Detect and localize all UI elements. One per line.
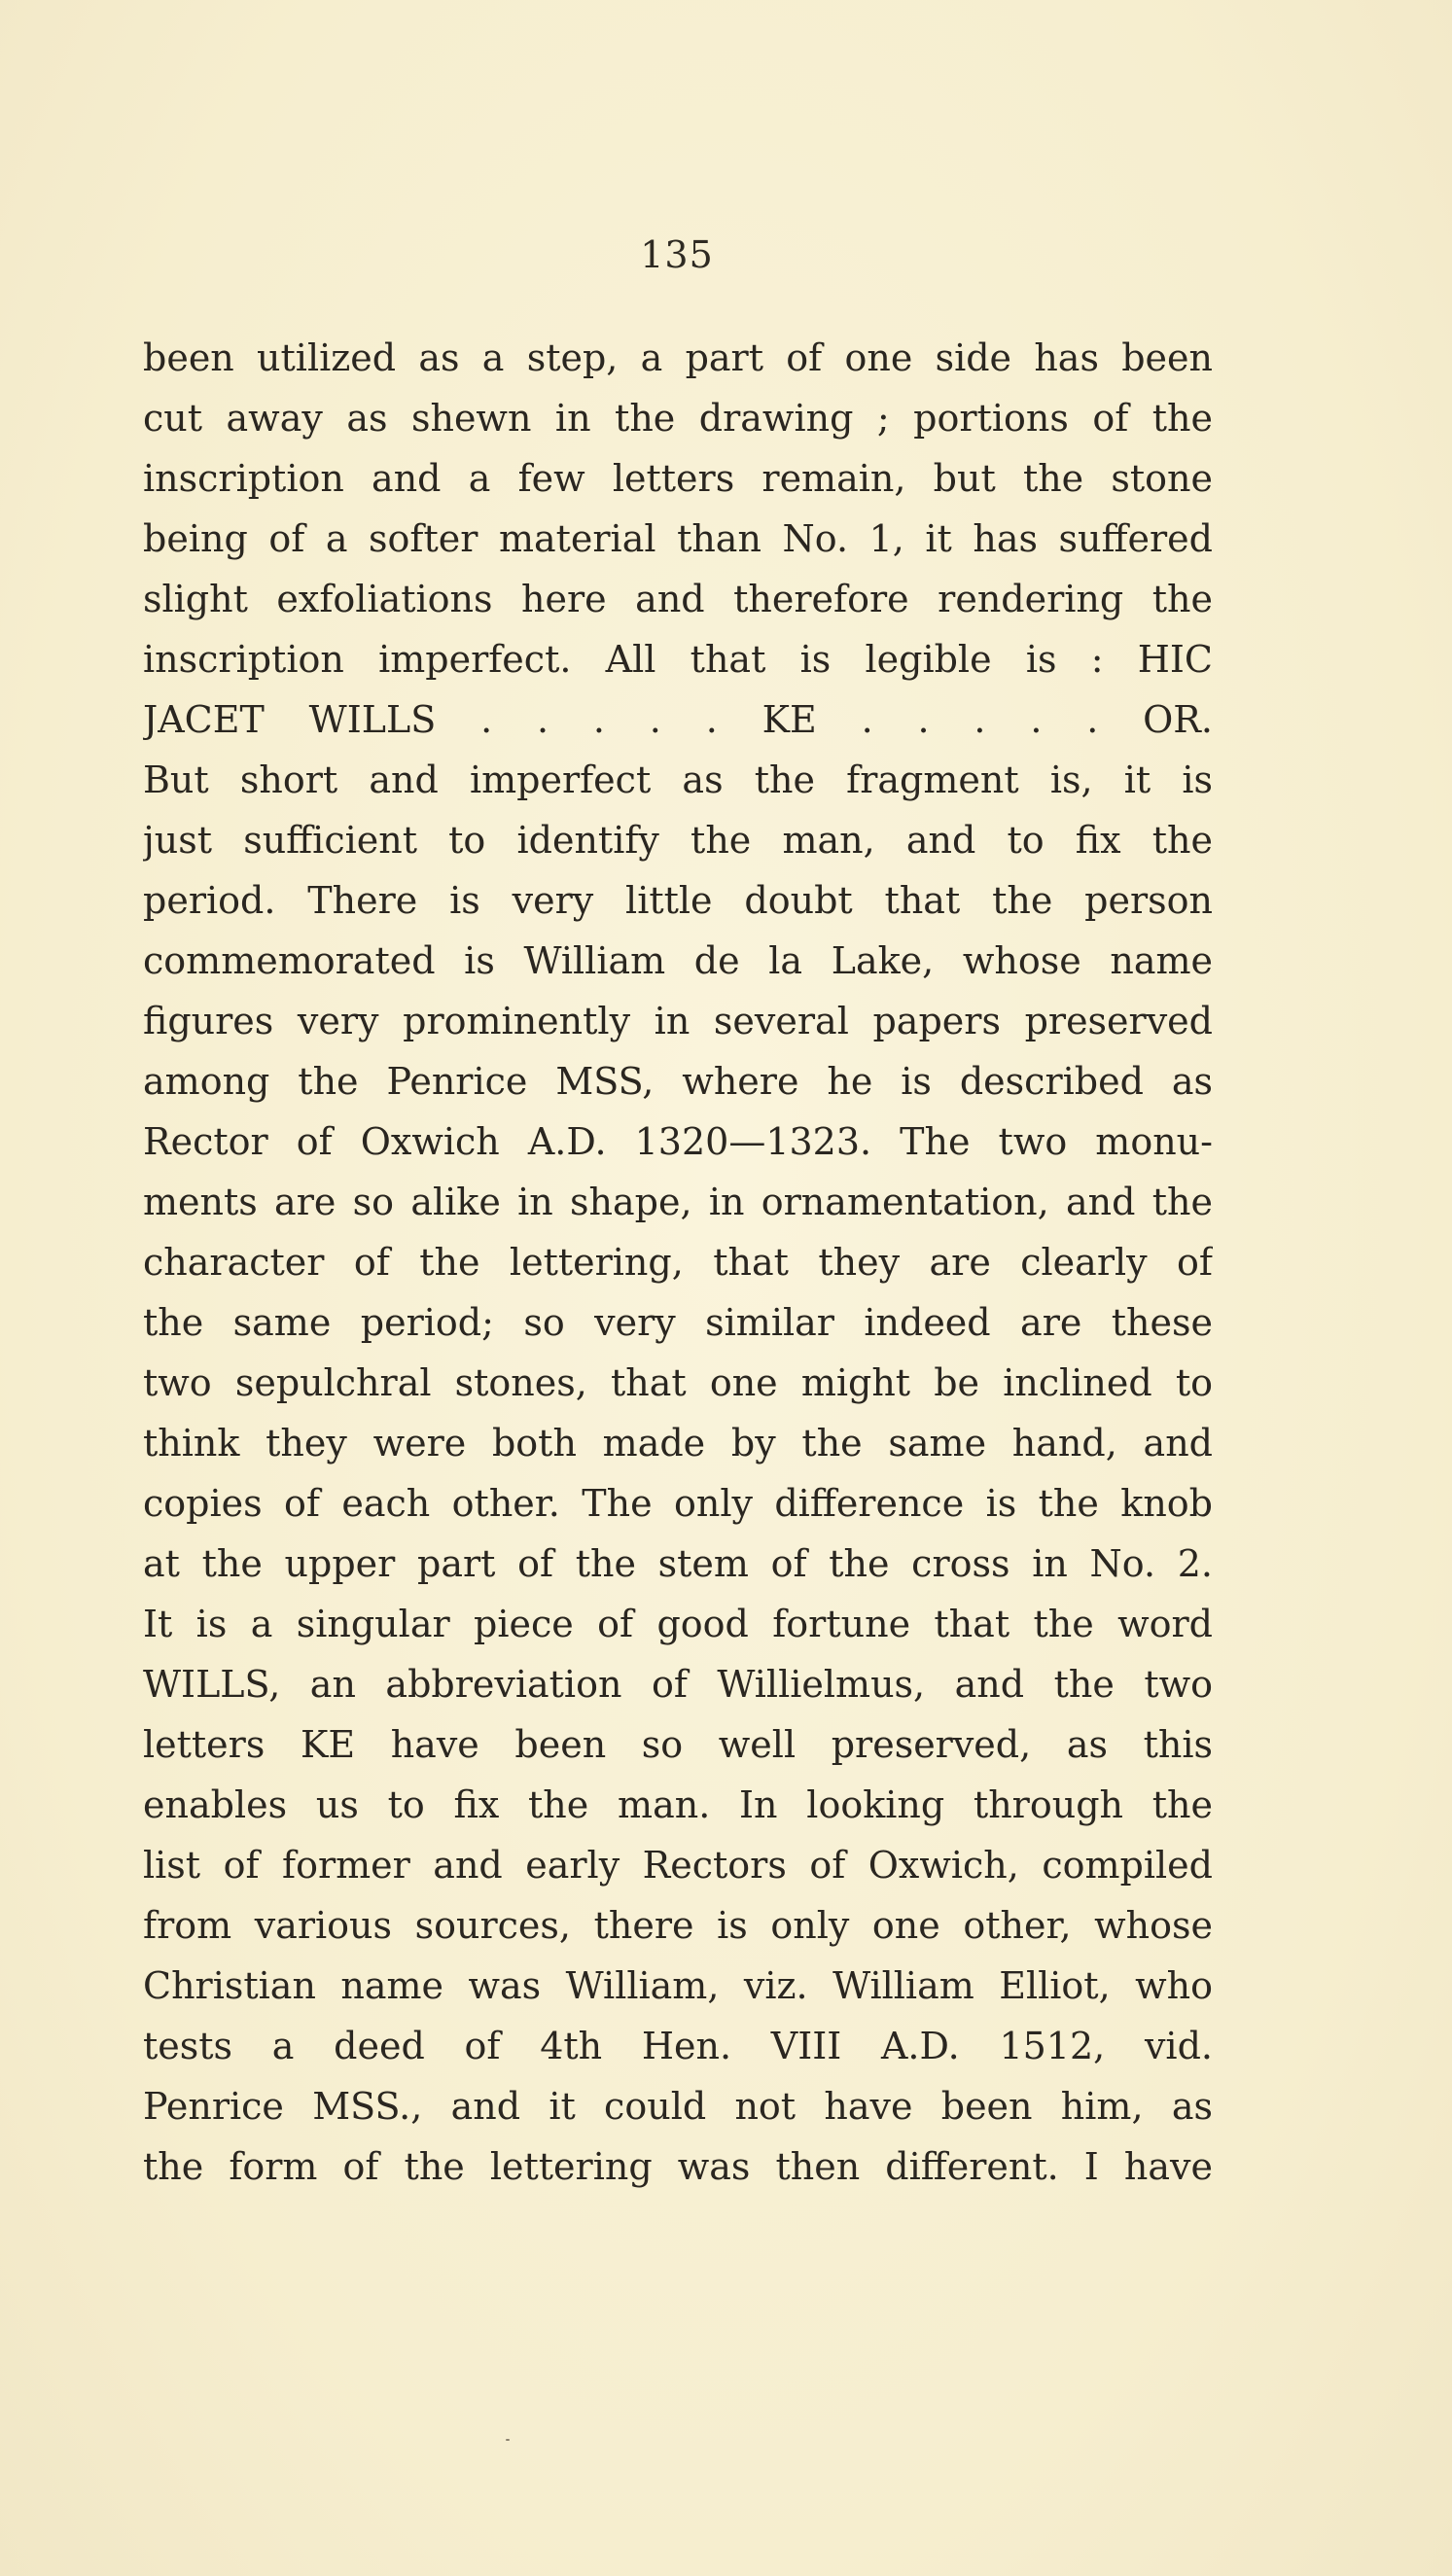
text-line: cut away as shewn in the drawing ; portions of the [143,397,1213,440]
text-line: being of a softer material than No. 1, it has suffered [143,517,1213,560]
body-text [143,328,1213,2197]
text-line: among the Penrice MSS, where he is described as [143,1060,1213,1103]
text-line: ments are so alike in shape, in ornamentation, and the [143,1181,1213,1223]
text-line: been utilized as a step, a part of one side has been [143,336,1213,379]
text-line: Rector of Oxwich A.D. 1320—1323. The two monu- [143,1120,1213,1163]
text-line: WILLS, an abbreviation of Willielmus, and the two [143,1663,1213,1706]
text-line: letters KE have been so well preserved, as this [143,1723,1213,1766]
text-line: copies of each other. The only difference is the knob [143,1482,1213,1525]
text-line: But short and imperfect as the fragment is, it is [143,759,1213,801]
text-line: enables us to fix the man. In looking through the [143,1783,1213,1826]
text-line: It is a singular piece of good fortune that the word [143,1603,1213,1645]
text-line: from various sources, there is only one other, whose [143,1904,1213,1947]
text-line: at the upper part of the stem of the cross in No. 2. [143,1542,1213,1585]
text-line: inscription imperfect. All that is legible is : HIC [143,638,1213,681]
paper-speck [506,2439,510,2441]
text-line: two sepulchral stones, that one might be inclined to [143,1361,1213,1404]
text-line: list of former and early Rectors of Oxwich, compiled [143,1844,1213,1887]
text-line: just sufficient to identify the man, and to fix the [143,819,1213,862]
text-line: the form of the lettering was then different. I have [143,2145,1213,2188]
text-line: slight exfoliations here and therefore rendering the [143,578,1213,620]
text-line: commemorated is William de la Lake, whose name [143,939,1213,982]
text-line: period. There is very little doubt that the person [143,879,1213,922]
text-line: tests a deed of 4th Hen. VIII A.D. 1512, vid. [143,2025,1213,2067]
text-line: think they were both made by the same hand, and [143,1422,1213,1464]
text-line: the same period; so very similar indeed are these [143,1301,1213,1344]
text-line: Penrice MSS., and it could not have been him, as [143,2085,1213,2128]
text-line: Christian name was William, viz. William Elliot, who [143,1964,1213,2007]
text-line: JACET WILLS . . . . . KE . . . . . OR. [143,698,1213,741]
page-number: 135 [640,233,714,276]
text-line: inscription and a few letters remain, but the stone [143,457,1213,500]
text-line: character of the lettering, that they are clearly of [143,1241,1213,1284]
text-line: figures very prominently in several papers preserved [143,1000,1213,1042]
